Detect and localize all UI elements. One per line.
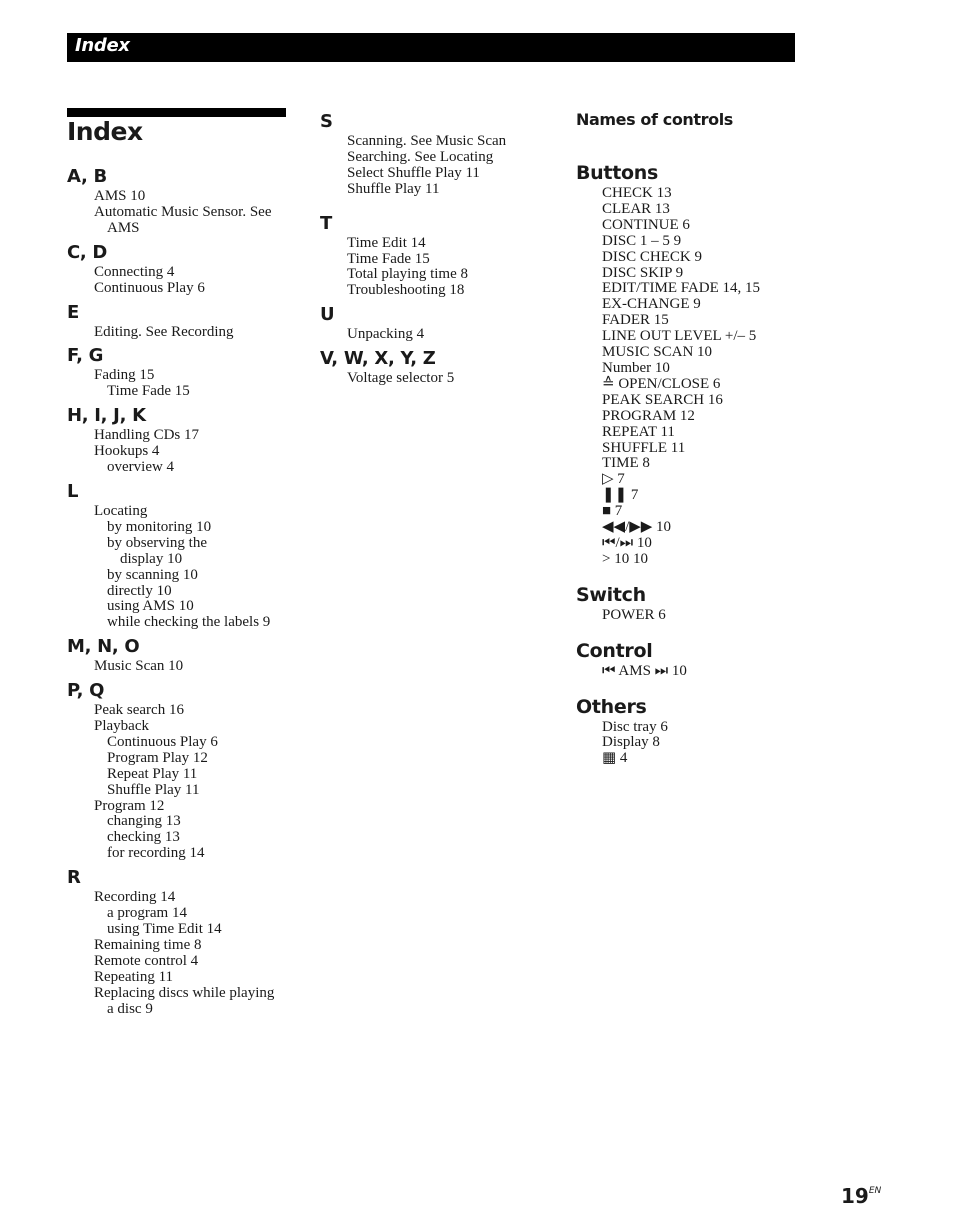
index-entry: ▦ 4 <box>602 750 628 767</box>
index-entry: FADER 15 <box>602 312 669 329</box>
index-entry: DISC CHECK 9 <box>602 248 703 265</box>
index-entry: Program 12 <box>94 797 165 814</box>
header-band <box>67 33 795 62</box>
index-entry: ◀◀/▶▶ 10 <box>602 519 672 536</box>
index-entry: Locating <box>94 502 148 519</box>
entry-list <box>602 664 876 680</box>
index-entry: Unpacking 4 <box>347 326 425 343</box>
entry-list <box>347 236 560 300</box>
entry-list <box>94 428 312 476</box>
index-entry: PROGRAM 12 <box>602 407 695 424</box>
index-entry: Handling CDs 17 <box>94 427 199 444</box>
index-entry: Select Shuffle Play 11 <box>347 164 480 181</box>
index-entry: TIME 8 <box>602 455 650 472</box>
section-heading-l: L <box>67 480 79 502</box>
index-entry: Automatic Music Sensor. See <box>94 203 272 220</box>
header-band-label: Index <box>75 35 130 56</box>
section-heading-switch: Switch <box>576 583 646 606</box>
index-entry: by observing the <box>107 534 207 551</box>
index-entry: by scanning 10 <box>107 566 198 583</box>
index-entry: overview 4 <box>107 459 175 476</box>
index-entry: Continuous Play 6 <box>94 279 205 296</box>
section-heading-u: U <box>320 304 335 326</box>
entry-list <box>602 720 876 768</box>
index-entry: while checking the labels 9 <box>107 614 271 631</box>
index-entry: Editing. See Recording <box>94 323 234 340</box>
index-entry: Shuffle Play 11 <box>107 781 200 798</box>
section-heading-c-d: C, D <box>67 241 108 263</box>
index-entry: Connecting 4 <box>94 263 175 280</box>
section-heading-t: T <box>320 212 332 234</box>
index-entry: ❚❚ 7 <box>602 487 639 504</box>
index-entry: ⏮/⏭ 10 <box>602 534 652 551</box>
index-entry: Hookups 4 <box>94 443 160 460</box>
index-entry: Number 10 <box>602 359 670 376</box>
index-entry: Voltage selector 5 <box>347 370 455 387</box>
index-entry: ≙ OPEN/CLOSE 6 <box>602 375 721 392</box>
index-entry: POWER 6 <box>602 606 666 623</box>
index-entry: Music Scan 10 <box>94 658 184 675</box>
index-entry: EDIT/TIME FADE 14, 15 <box>602 280 761 297</box>
index-entry: MUSIC SCAN 10 <box>602 344 713 361</box>
index-entry: Shuffle Play 11 <box>347 180 440 197</box>
index-entry: Disc tray 6 <box>602 718 668 735</box>
index-entry: Display 8 <box>602 734 660 751</box>
entry-list <box>94 703 312 862</box>
section-heading-e: E <box>67 301 79 323</box>
index-entry: CONTINUE 6 <box>602 216 690 233</box>
index-entry: Replacing discs while playing <box>94 984 275 1001</box>
section-heading-buttons: Buttons <box>576 162 658 184</box>
section-heading-f-g: F, G <box>67 345 104 367</box>
index-entry: a disc 9 <box>107 1000 153 1017</box>
index-column-2 <box>320 110 560 387</box>
page-number-suffix: EN <box>868 1186 882 1196</box>
index-entry: CLEAR 13 <box>602 200 670 217</box>
entry-list <box>347 134 560 198</box>
index-entry: a program 14 <box>107 905 187 922</box>
section-heading-m-n-o: M, N, O <box>67 636 140 658</box>
entry-list <box>94 659 312 675</box>
section-heading-v-w-x-y-z: V, W, X, Y, Z <box>320 348 436 370</box>
index-entry: ▷ 7 <box>602 471 625 488</box>
index-entry: checking 13 <box>107 829 180 846</box>
index-entry: Searching. See Locating <box>347 148 494 165</box>
index-entry: changing 13 <box>107 813 181 830</box>
entry-list <box>602 608 876 624</box>
index-entry: Continuous Play 6 <box>107 733 218 750</box>
section-heading-s: S <box>320 111 333 132</box>
index-entry: directly 10 <box>107 582 172 599</box>
section-heading-r: R <box>67 867 81 889</box>
page-number-value: 19 <box>841 1184 869 1208</box>
index-entry: Repeat Play 11 <box>107 765 198 782</box>
page-number <box>841 1184 881 1208</box>
index-entry: using AMS 10 <box>107 598 194 615</box>
index-entry: Time Edit 14 <box>347 234 426 251</box>
index-entry: Troubleshooting 18 <box>347 282 465 299</box>
index-entry: display 10 <box>120 550 183 567</box>
index-entry: Time Fade 15 <box>347 250 430 267</box>
entry-list <box>602 186 876 568</box>
index-entry: Program Play 12 <box>107 749 208 766</box>
index-entry: Repeating 11 <box>94 968 174 985</box>
section-heading-p-q: P, Q <box>67 680 105 702</box>
index-entry: Recording 14 <box>94 889 176 906</box>
entry-list <box>94 504 312 631</box>
index-entry: ⏮ AMS ⏭ 10 <box>602 662 687 679</box>
entry-list <box>94 368 312 400</box>
entry-list <box>94 265 312 297</box>
index-entry: DISC 1 – 5 9 <box>602 232 682 249</box>
section-heading-others: Others <box>576 695 647 718</box>
entry-list <box>94 890 312 1017</box>
section-heading-control: Control <box>576 639 653 662</box>
index-entry: Time Fade 15 <box>107 383 190 400</box>
index-column-1 <box>67 165 312 1017</box>
section-heading-a-b: A, B <box>67 166 107 187</box>
entry-list <box>94 189 312 237</box>
index-entry: EX-CHANGE 9 <box>602 296 701 313</box>
index-entry: for recording 14 <box>107 845 205 862</box>
index-entry: LINE OUT LEVEL +/– 5 <box>602 328 757 345</box>
page-title: Index <box>67 117 143 146</box>
names-of-controls-column <box>576 108 876 767</box>
index-entry: > 10 10 <box>602 550 648 567</box>
index-entry: SHUFFLE 11 <box>602 439 686 456</box>
names-of-controls-title: Names of controls <box>576 110 733 129</box>
index-entry: Scanning. See Music Scan <box>347 133 507 149</box>
index-entry: Remaining time 8 <box>94 936 202 953</box>
index-entry: ■ 7 <box>602 503 623 520</box>
index-entry: AMS 10 <box>94 188 146 204</box>
index-entry: using Time Edit 14 <box>107 921 222 937</box>
index-entry: DISC SKIP 9 <box>602 264 684 281</box>
index-entry: Total playing time 8 <box>347 266 469 283</box>
entry-list <box>94 325 312 341</box>
index-entry: by monitoring 10 <box>107 518 212 535</box>
title-rule <box>67 108 286 117</box>
index-entry: Fading 15 <box>94 367 155 384</box>
index-entry: Remote control 4 <box>94 952 199 969</box>
section-heading-h-i-j-k: H, I, J, K <box>67 405 146 427</box>
entry-list <box>347 327 560 343</box>
index-entry: AMS <box>107 219 140 236</box>
index-entry: Playback <box>94 718 149 735</box>
index-entry: Peak search 16 <box>94 702 184 719</box>
index-entry: REPEAT 11 <box>602 423 675 440</box>
entry-list <box>347 371 560 387</box>
index-entry: PEAK SEARCH 16 <box>602 391 723 408</box>
index-entry: CHECK 13 <box>602 185 672 201</box>
